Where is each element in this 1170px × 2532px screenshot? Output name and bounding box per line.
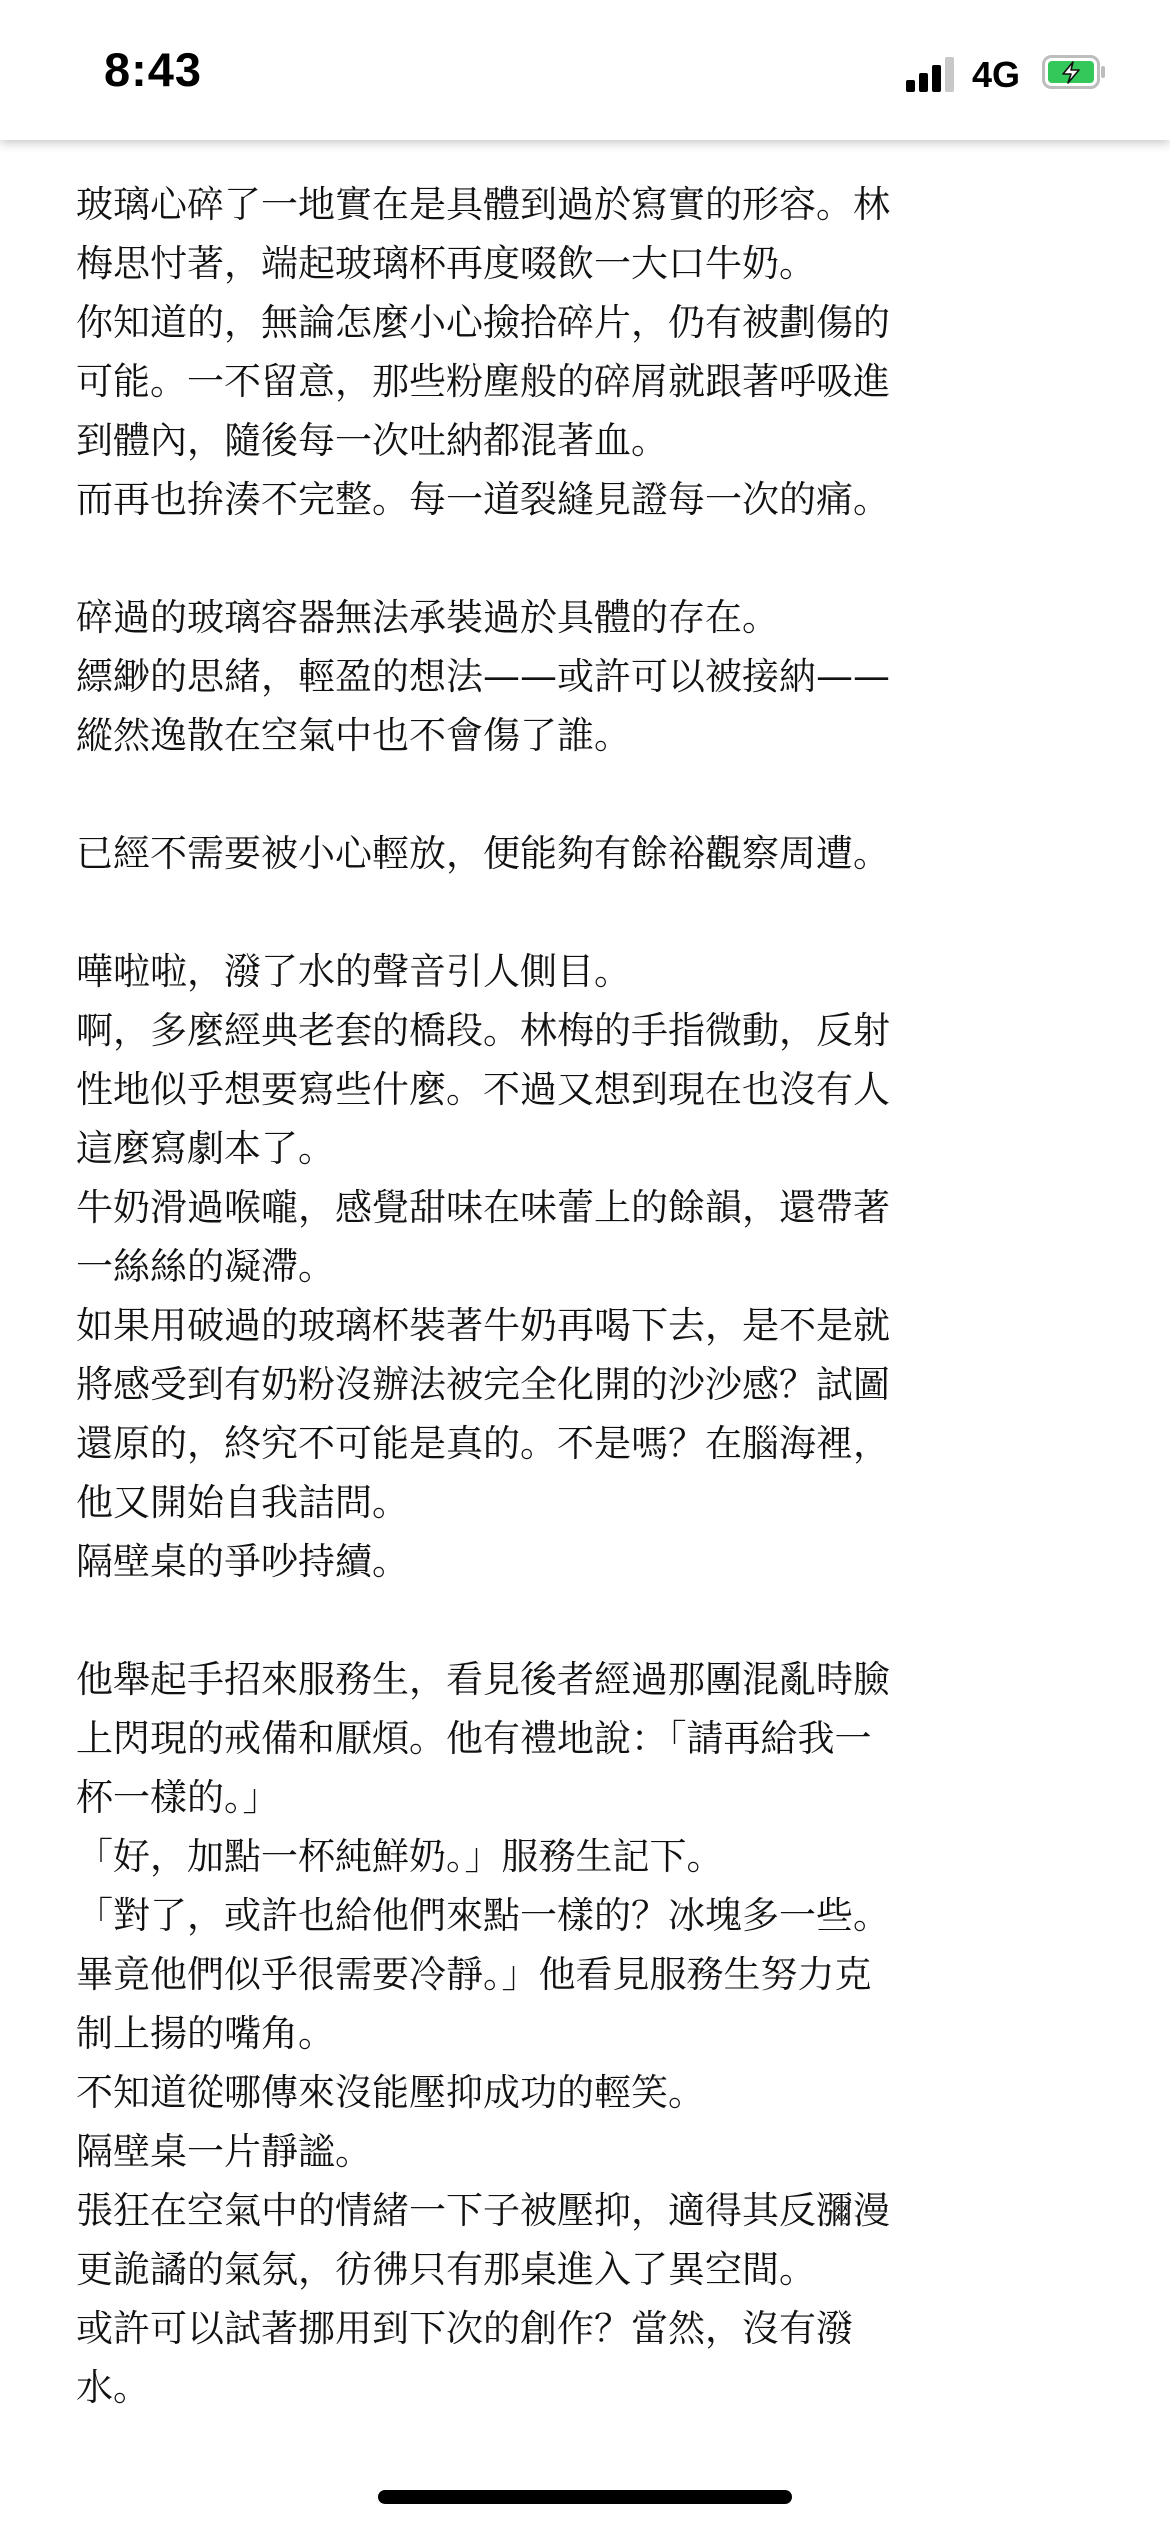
text-line: 不知道從哪傳來沒能壓抑成功的輕笑。 — [76, 2071, 705, 2114]
text-line: 將感受到有奶粉沒辦法被完全化開的沙沙感？試圖 — [76, 1363, 890, 1406]
battery-charging-icon — [1042, 55, 1106, 89]
text-line: 縹緲的思緒，輕盈的想法——或許可以被接納—— — [76, 655, 890, 698]
status-bar — [0, 0, 1170, 140]
cellular-signal-icon — [906, 56, 958, 92]
text-line: 水。 — [76, 2366, 150, 2409]
text-line: 張狂在空氣中的情緒一下子被壓抑，適得其反瀰漫 — [76, 2189, 890, 2232]
text-line: 「對了，或許也給他們來點一樣的？冰塊多一些。 — [76, 1894, 890, 1937]
article-body — [76, 175, 1096, 2417]
text-line: 或許可以試著挪用到下次的創作？當然，沒有潑 — [76, 2307, 853, 2350]
text-line: 上閃現的戒備和厭煩。他有禮地說：「請再給我一 — [76, 1717, 872, 1760]
text-line: 碎過的玻璃容器無法承裝過於具體的存在。 — [76, 596, 779, 639]
network-type-label: 4G — [972, 54, 1021, 95]
text-line: 縱然逸散在空氣中也不會傷了誰。 — [76, 714, 631, 757]
text-line: 啊，多麼經典老套的橋段。林梅的手指微動，反射 — [76, 1009, 890, 1052]
text-line: 隔壁桌一片靜謐。 — [76, 2130, 372, 2173]
text-line: 這麼寫劇本了。 — [76, 1127, 335, 1170]
text-line: 一絲絲的凝滯。 — [76, 1245, 335, 1288]
text-line: 嘩啦啦，潑了水的聲音引人側目。 — [76, 950, 631, 993]
text-line: 杯一樣的。」 — [76, 1776, 280, 1819]
text-line: 他舉起手招來服務生，看見後者經過那團混亂時臉 — [76, 1658, 890, 1701]
text-line: 如果用破過的玻璃杯裝著牛奶再喝下去，是不是就 — [76, 1304, 890, 1347]
text-line: 他又開始自我詰問。 — [76, 1481, 409, 1524]
text-line: 「好，加點一杯純鮮奶。」服務生記下。 — [76, 1835, 724, 1878]
paragraph-gap — [76, 1591, 1096, 1650]
text-line: 性地似乎想要寫些什麼。不過又想到現在也沒有人 — [76, 1068, 890, 1111]
text-line: 牛奶滑過喉嚨，感覺甜味在味蕾上的餘韻，還帶著 — [76, 1186, 890, 1229]
text-line: 玻璃心碎了一地實在是具體到過於寫實的形容。林 — [76, 183, 890, 226]
text-line: 梅思忖著，端起玻璃杯再度啜飲一大口牛奶。 — [76, 242, 816, 285]
home-indicator[interactable] — [378, 2490, 792, 2504]
text-line: 已經不需要被小心輕放，便能夠有餘裕觀察周遭。 — [76, 832, 890, 875]
paragraph-gap — [76, 529, 1096, 588]
paragraph-gap — [76, 765, 1096, 824]
text-line: 制上揚的嘴角。 — [76, 2012, 335, 2055]
paragraph-gap — [76, 883, 1096, 942]
text-line: 可能。一不留意，那些粉塵般的碎屑就跟著呼吸進 — [76, 360, 890, 403]
text-line: 隔壁桌的爭吵持續。 — [76, 1540, 409, 1583]
text-line: 而再也拚湊不完整。每一道裂縫見證每一次的痛。 — [76, 478, 890, 521]
text-line: 你知道的，無論怎麼小心撿拾碎片，仍有被劃傷的 — [76, 301, 890, 344]
text-line: 畢竟他們似乎很需要冷靜。」他看見服務生努力克 — [76, 1953, 872, 1996]
text-line: 到體內，隨後每一次吐納都混著血。 — [76, 419, 668, 462]
text-line: 更詭譎的氣氛，彷彿只有那桌進入了異空間。 — [76, 2248, 816, 2291]
status-time: 8:43 — [104, 43, 203, 96]
text-line: 還原的，終究不可能是真的。不是嗎？在腦海裡， — [76, 1422, 890, 1465]
